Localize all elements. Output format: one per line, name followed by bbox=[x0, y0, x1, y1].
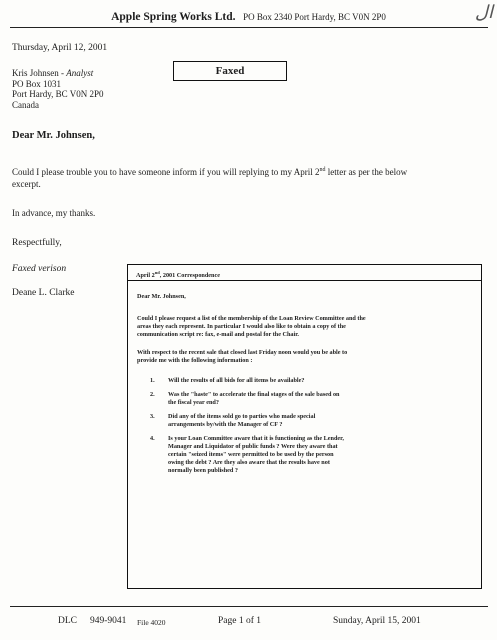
recipient-city: Port Hardy, BC V0N 2P0 bbox=[12, 89, 104, 99]
excerpt-box bbox=[127, 264, 482, 589]
excerpt-question-list bbox=[150, 377, 460, 481]
list-item-number: 1. bbox=[150, 377, 155, 384]
recipient-po-box: PO Box 1031 bbox=[12, 78, 62, 89]
recipient-country: Canada bbox=[12, 99, 39, 110]
list-item-number: 3. bbox=[150, 413, 155, 420]
header-divider bbox=[10, 27, 488, 28]
letter-date: Thursday, April 12, 2001 bbox=[12, 43, 108, 53]
list-item bbox=[150, 377, 460, 385]
list-item-number: 2. bbox=[150, 391, 155, 398]
footer-date: Sunday, April 15, 2001 bbox=[333, 616, 421, 626]
footer-divider bbox=[10, 606, 488, 607]
list-item-number: 4. bbox=[150, 435, 155, 442]
letterhead bbox=[0, 11, 497, 23]
excerpt-title-end: , 2001 Correspondence bbox=[159, 272, 220, 280]
body-p1-text-end: letter as per the below excerpt. bbox=[12, 167, 408, 189]
handwritten-corner-mark: ال bbox=[474, 2, 493, 23]
recipient-address bbox=[12, 68, 104, 110]
footer-file: File 4020 bbox=[137, 618, 166, 627]
list-item bbox=[150, 413, 460, 429]
body-p1-sup: nd bbox=[319, 167, 326, 173]
footer-phone: 949-9041 bbox=[90, 616, 127, 626]
recipient-role: Analyst bbox=[66, 68, 94, 78]
list-item-text: Is your Loan Committee aware that it is functioning as the Lender, Manager and Liquidator of public funds ? Were they aware that certain "seized items" were permitted to be used by the person owing the debt ? Are they also aware that the results have not normally been published ? bbox=[168, 435, 344, 474]
list-item bbox=[150, 435, 460, 475]
company-address: PO Box 2340 Port Hardy, BC V0N 2P0 bbox=[243, 12, 386, 22]
excerpt-title bbox=[136, 269, 220, 280]
salutation: Dear Mr. Johnsen, bbox=[12, 130, 95, 141]
faxed-stamp: Faxed bbox=[173, 61, 287, 81]
excerpt-salutation: Dear Mr. Johnsen, bbox=[137, 293, 186, 300]
excerpt-divider bbox=[128, 280, 481, 281]
list-item bbox=[150, 391, 460, 407]
list-item-text: Did any of the items sold go to parties who made special arrangements by/with the Manager of CF ? bbox=[168, 413, 316, 428]
body-p1-text: Could I please trouble you to have someone inform if you will replying to my April 2 bbox=[12, 167, 320, 177]
footer-initials: DLC bbox=[58, 616, 77, 626]
signature-name: Deane L. Clarke bbox=[12, 288, 75, 298]
closing-faxed-version: Faxed verison bbox=[12, 264, 67, 274]
list-item-text: Will the results of all bids for all items be available? bbox=[168, 377, 305, 384]
excerpt-title-text: April 2 bbox=[136, 272, 155, 280]
footer-page-number: Page 1 of 1 bbox=[218, 616, 262, 626]
list-item-text: Was the "haste" to accelerate the final stages of the sale based on the fiscal year end? bbox=[168, 391, 340, 406]
excerpt-paragraph-1: Could I please request a list of the membership of the Loan Review Committee and the areas they each represent. In particular I would also like to obtain a copy of the communication script re: fax, e-mail and postal for the Chair. bbox=[137, 315, 366, 338]
excerpt-paragraph-2: With respect to the recent sale that closed last Friday noon would you be able to provide me with the following information : bbox=[137, 349, 348, 364]
company-name: Apple Spring Works Ltd. bbox=[111, 11, 236, 23]
body-paragraph-1 bbox=[12, 165, 412, 190]
recipient-name: Kris Johnsen - bbox=[12, 68, 67, 78]
excerpt-title-sup: nd bbox=[154, 270, 160, 275]
body-paragraph-2: In advance, my thanks. bbox=[12, 208, 96, 218]
closing-respectfully: Respectfully, bbox=[12, 238, 62, 248]
